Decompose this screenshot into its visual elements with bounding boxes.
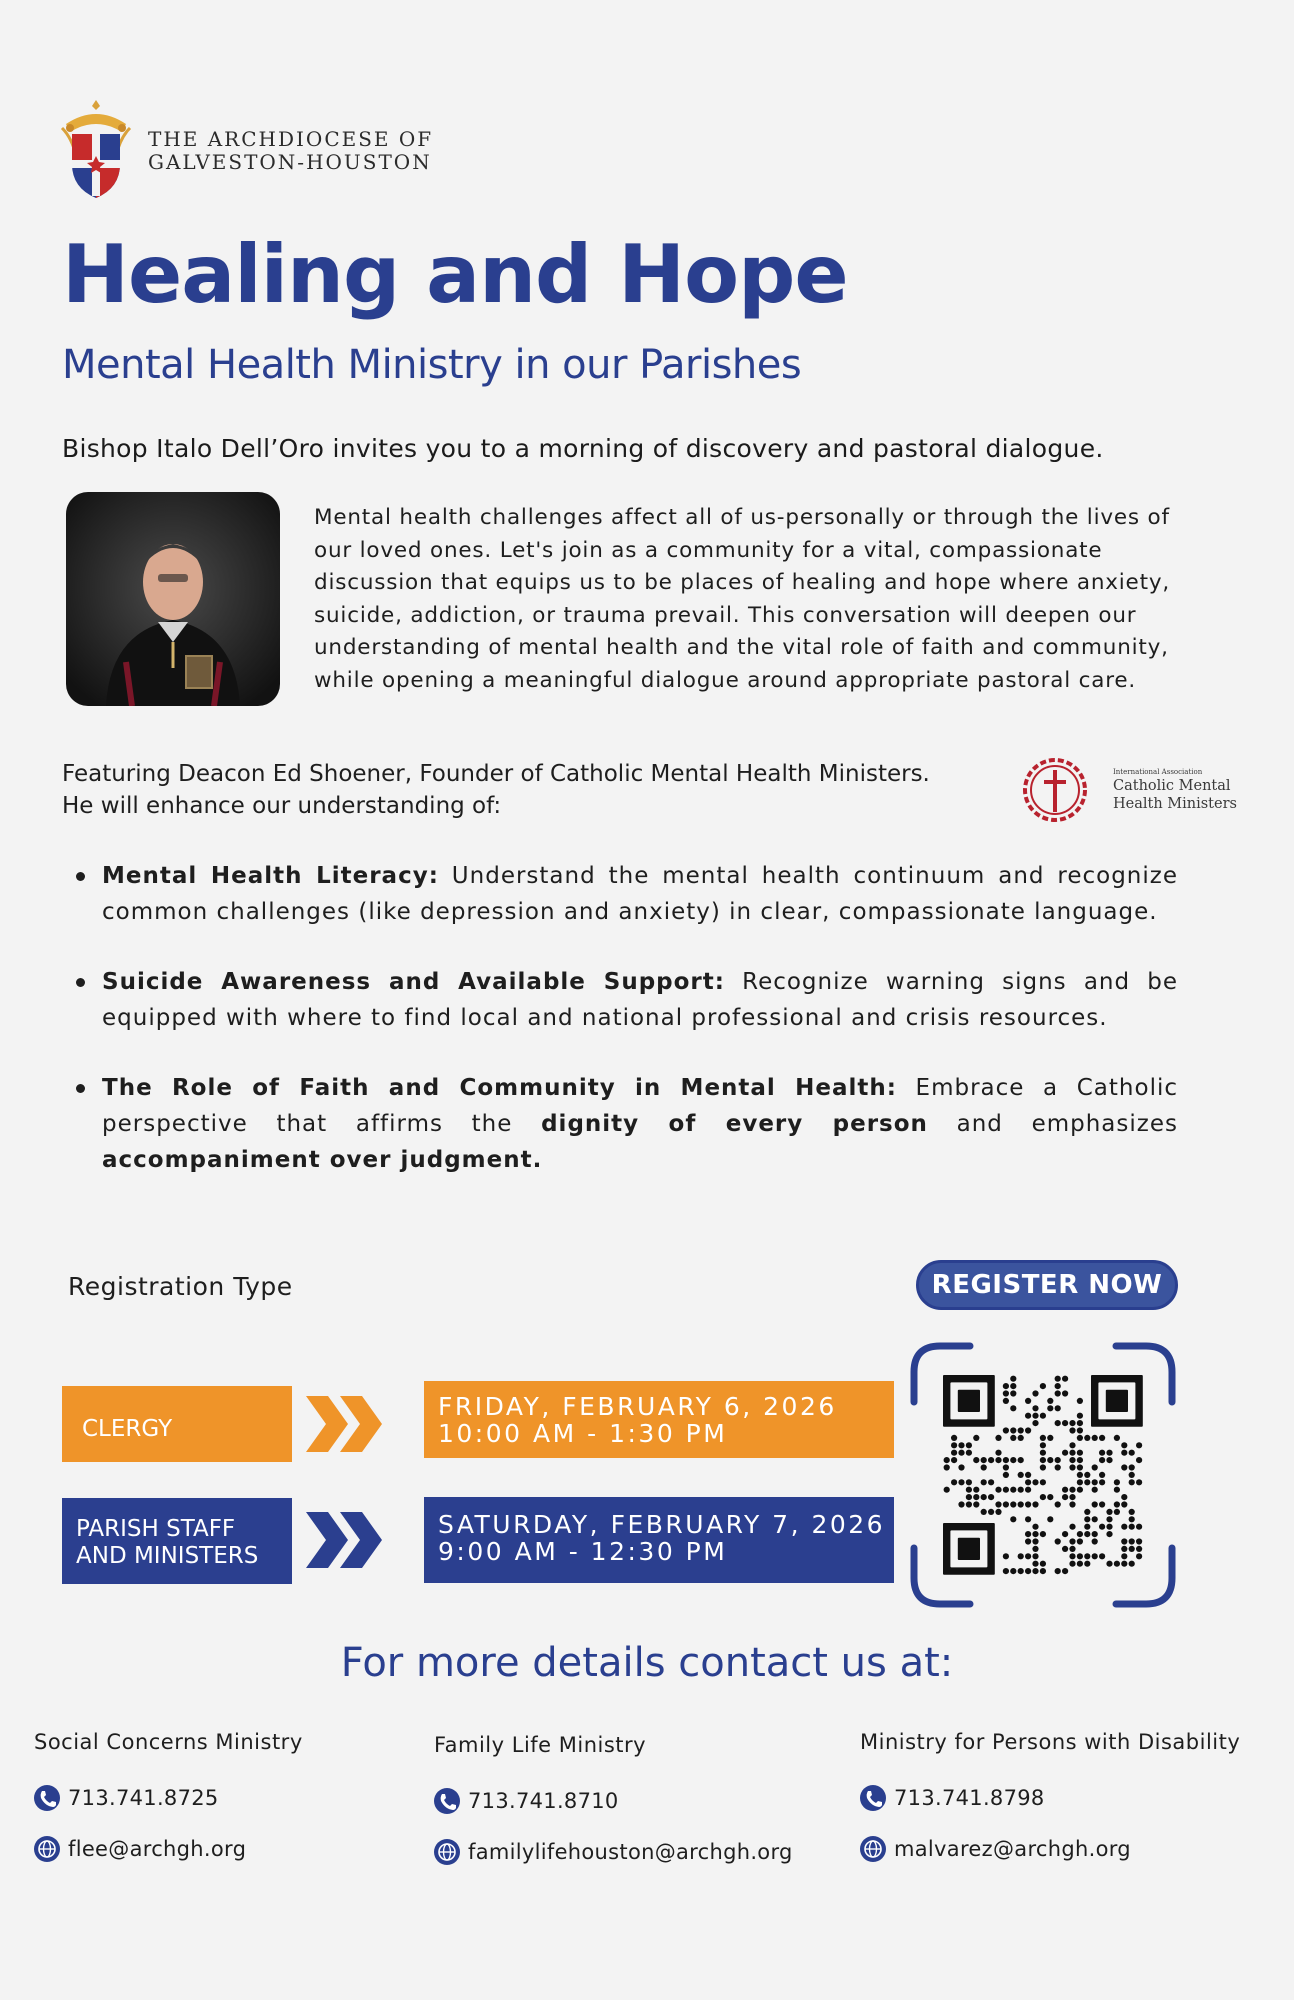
catholic-mental-health-ministers-logo	[1020, 750, 1090, 830]
topic-heading: The Role of Faith and Community in Mental Health:	[102, 1075, 897, 1101]
topic-emphasis: accompaniment over judgment.	[102, 1147, 543, 1173]
phone-number: 713.741.8798	[894, 1786, 1045, 1810]
bishop-photo	[66, 492, 280, 706]
phone-row[interactable]	[860, 1785, 1045, 1811]
phone-row[interactable]	[434, 1788, 619, 1814]
email-row[interactable]	[34, 1836, 246, 1862]
registration-type-clergy	[62, 1386, 292, 1462]
phone-icon	[434, 1788, 460, 1814]
topic-text: and emphasizes	[927, 1111, 1178, 1137]
topic-list	[76, 858, 1178, 1212]
chevron-right-icon	[302, 1392, 388, 1456]
phone-icon	[860, 1785, 886, 1811]
topic-item	[76, 964, 1178, 1036]
bullet-icon	[76, 872, 85, 881]
contact-column-family-life	[434, 1733, 793, 1864]
featuring-line2: He will enhance our understanding of:	[62, 793, 502, 819]
ministry-name: Ministry for Persons with Disability	[860, 1730, 1241, 1754]
topic-item	[76, 858, 1178, 930]
registration-type-label: Registration Type	[68, 1272, 293, 1301]
bullet-icon	[76, 978, 85, 987]
email-row[interactable]	[434, 1839, 793, 1865]
phone-row[interactable]	[34, 1785, 219, 1811]
email-row[interactable]	[860, 1836, 1131, 1862]
archdiocese-crest-logo	[60, 98, 132, 200]
registration-type-name: CLERGY	[82, 1416, 173, 1442]
partner-name	[1113, 768, 1237, 813]
email-address: familylifehouston@archgh.org	[468, 1840, 793, 1864]
registration-type-parish-staff	[62, 1498, 292, 1584]
registration-qr-code[interactable]	[910, 1342, 1176, 1608]
bullet-icon	[76, 1084, 85, 1093]
session-date: FRIDAY, FEBRUARY 6, 2026	[438, 1392, 837, 1421]
intro-paragraph: Mental health challenges affect all of us-personally or through the lives of our loved ones. Let's join as a community for a vital, compassionate discussion that equips us to be places of healing and hope where anxiety, suicide, addiction, or trauma prevail. This conversation will deepen our understanding of mental health and the vital role of faith and community, while opening a meaningful dialogue around appropriate pastoral care.	[314, 505, 1170, 693]
email-address: malvarez@archgh.org	[894, 1837, 1131, 1861]
session-date-friday	[424, 1381, 894, 1458]
org-name-line1: THE ARCHDIOCESE OF	[148, 127, 434, 151]
topic-heading: Mental Health Literacy:	[102, 863, 439, 889]
page-title: Healing and Hope	[62, 228, 848, 321]
featuring-text	[62, 758, 930, 822]
page-subtitle: Mental Health Ministry in our Parishes	[62, 342, 802, 388]
topic-item	[76, 1070, 1178, 1178]
org-name-line2: GALVESTON-HOUSTON	[148, 150, 432, 174]
featuring-line1: Featuring Deacon Ed Shoener, Founder of Catholic Mental Health Ministers.	[62, 761, 930, 787]
ministry-name: Social Concerns Ministry	[34, 1730, 303, 1754]
email-address: flee@archgh.org	[68, 1837, 247, 1861]
partner-name-line2: Health Ministers	[1113, 796, 1237, 812]
chevron-right-icon	[302, 1508, 388, 1572]
topic-emphasis: dignity of every person	[541, 1111, 928, 1137]
contact-heading: For more details contact us at:	[340, 1640, 954, 1686]
session-time: 10:00 AM - 1:30 PM	[438, 1419, 728, 1448]
globe-icon	[34, 1836, 60, 1862]
registration-type-name-line1: PARISH STAFF	[76, 1516, 236, 1542]
topic-text: Understand the mental health continuum and recognize common challenges (like depression and anxiety) in clear, compassionate language.	[102, 863, 1178, 925]
contact-column-disability	[860, 1730, 1241, 1861]
partner-name-line1: Catholic Mental	[1113, 778, 1231, 794]
invite-text: Bishop Italo Dell’Oro invites you to a morning of discovery and pastoral dialogue.	[62, 434, 1104, 463]
partner-name-small: International Association	[1113, 768, 1203, 776]
session-time: 9:00 AM - 12:30 PM	[438, 1537, 728, 1566]
topic-text: Embrace a Catholic perspective that affirms the	[102, 1075, 1178, 1137]
phone-number: 713.741.8710	[468, 1789, 619, 1813]
org-name	[148, 128, 433, 174]
registration-type-name-line2: AND MINISTERS	[76, 1543, 259, 1569]
session-date: SATURDAY, FEBRUARY 7, 2026	[438, 1510, 886, 1539]
globe-icon	[434, 1839, 460, 1865]
qr-code-modules	[943, 1375, 1143, 1575]
globe-icon	[860, 1836, 886, 1862]
phone-number: 713.741.8725	[68, 1786, 219, 1810]
session-date-saturday	[424, 1497, 894, 1583]
register-now-button[interactable]: REGISTER NOW	[916, 1260, 1178, 1310]
ministry-name: Family Life Ministry	[434, 1733, 647, 1757]
topic-text: Recognize warning signs and be equipped with where to find local and national professional and crisis resources.	[102, 969, 1178, 1031]
phone-icon	[34, 1785, 60, 1811]
contact-column-social-concerns	[34, 1730, 303, 1861]
topic-heading: Suicide Awareness and Available Support:	[102, 969, 725, 995]
